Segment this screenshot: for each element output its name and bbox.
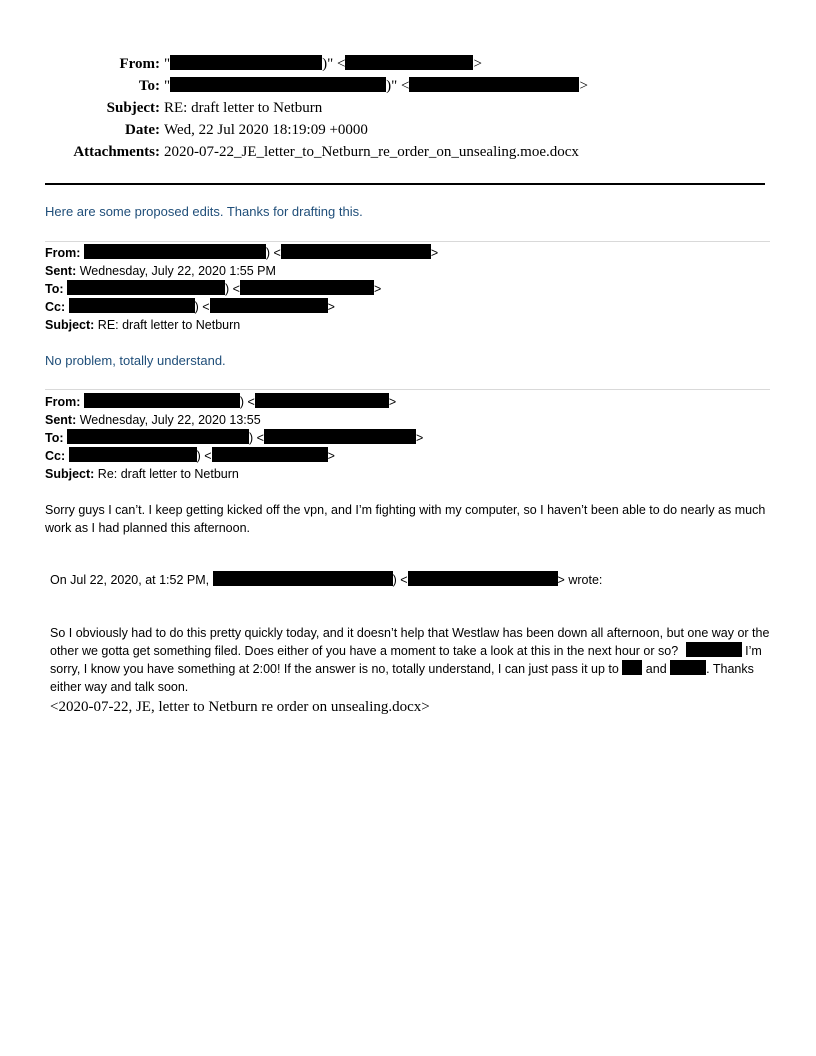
redaction (240, 280, 374, 295)
redaction (213, 571, 393, 586)
date-label: Date: (125, 122, 160, 138)
redaction (67, 280, 225, 295)
redaction (212, 447, 328, 462)
msg2-sent-row (45, 262, 438, 280)
header-divider (45, 183, 765, 185)
msg2-to-label: To: (45, 282, 64, 296)
from-value: " )" < > (164, 56, 482, 72)
redaction (408, 571, 558, 586)
attachments-value: 2020-07-22_JE_letter_to_Netburn_re_order_on_unsealing.moe.docx (164, 144, 579, 160)
msg2-subject-row (45, 316, 438, 334)
body-part-2: I’m sorry, I know you have something at 2:00! If the answer is no, totally understand, I can just pass it up to (50, 644, 762, 676)
header-subject-row (0, 97, 816, 119)
msg2-subject-label: Subject: (45, 318, 95, 332)
redaction (69, 447, 197, 462)
message-3-header (45, 393, 423, 483)
intro-start: On Jul 22, 2020, at 1:52 PM, (50, 573, 210, 587)
intro-end: wrote: (568, 573, 603, 587)
divider (45, 241, 770, 242)
redaction (69, 298, 195, 313)
msg3-sent-label: Sent: (45, 413, 77, 427)
msg3-to-row: To: ) < > (45, 431, 424, 445)
redaction (170, 77, 386, 92)
redaction (345, 55, 473, 70)
msg2-sent-value: Wednesday, July 22, 2020 1:55 PM (79, 264, 276, 278)
header-to-row (0, 75, 816, 97)
subject-label: Subject: (106, 100, 160, 116)
msg3-cc-label: Cc: (45, 449, 66, 463)
msg3-subject-value: Re: draft letter to Netburn (97, 467, 239, 481)
msg2-to-row: To: ) < > (45, 282, 382, 296)
msg3-sent-value: Wednesday, July 22, 2020 13:55 (79, 413, 261, 427)
redaction (281, 244, 431, 259)
msg2-from-row: From: ) < > (45, 246, 439, 260)
body-part-1: So I obviously had to do this pretty quickly today, and it doesn’t help that Westlaw has been down all afternoon, but one way or the other we gotta get something filed. Does either of you have a moment to take a look at this in the next hour or so? (50, 626, 770, 658)
redaction (255, 393, 389, 408)
reply-body: Here are some proposed edits. Thanks for drafting this. (45, 204, 363, 219)
message-4-body (50, 624, 775, 696)
redaction (84, 393, 240, 408)
subject-value: RE: draft letter to Netburn (164, 100, 323, 116)
body-part-3: . Thanks either way and talk soon. (50, 662, 754, 694)
body-and: and (645, 662, 667, 676)
email-header (0, 53, 816, 163)
redaction (84, 244, 266, 259)
msg3-cc-row: Cc: ) < > (45, 449, 335, 463)
redaction (622, 660, 642, 675)
message-3-body: Sorry guys I can’t. I keep getting kicked off the vpn, and I’m fighting with my computer, so I haven’t been able to do nearly as much work as I had planned this afternoon. (45, 503, 766, 535)
to-label: To: (138, 78, 160, 94)
msg3-from-row: From: ) < > (45, 395, 397, 409)
msg2-subject-value: RE: draft letter to Netburn (97, 318, 241, 332)
header-date-row (0, 119, 816, 141)
msg3-subject-row (45, 465, 423, 483)
redaction (170, 55, 322, 70)
message-4-intro: On Jul 22, 2020, at 1:52 PM, ) < > wrote: (50, 573, 603, 587)
msg3-sent-row (45, 411, 423, 429)
redaction (67, 429, 249, 444)
header-attachments-row (0, 141, 816, 163)
attachment-name: <2020-07-22, JE, letter to Netburn re order on unsealing.docx> (50, 699, 430, 715)
msg3-subject-label: Subject: (45, 467, 95, 481)
redaction (686, 642, 742, 657)
msg2-from-label: From: (45, 246, 81, 260)
to-value: " )" < > (164, 78, 588, 94)
msg2-cc-row: Cc: ) < > (45, 300, 335, 314)
attachments-label: Attachments: (73, 144, 160, 160)
redaction (670, 660, 706, 675)
redaction (264, 429, 416, 444)
divider (45, 389, 770, 390)
message-2-header (45, 244, 438, 334)
from-label: From: (119, 56, 160, 72)
message-2-body: No problem, totally understand. (45, 353, 226, 368)
redaction (210, 298, 328, 313)
msg2-sent-label: Sent: (45, 264, 77, 278)
header-from-row (0, 53, 816, 75)
date-value: Wed, 22 Jul 2020 18:19:09 +0000 (164, 122, 368, 138)
redaction (409, 77, 579, 92)
msg2-cc-label: Cc: (45, 300, 66, 314)
msg3-from-label: From: (45, 395, 81, 409)
msg3-to-label: To: (45, 431, 64, 445)
